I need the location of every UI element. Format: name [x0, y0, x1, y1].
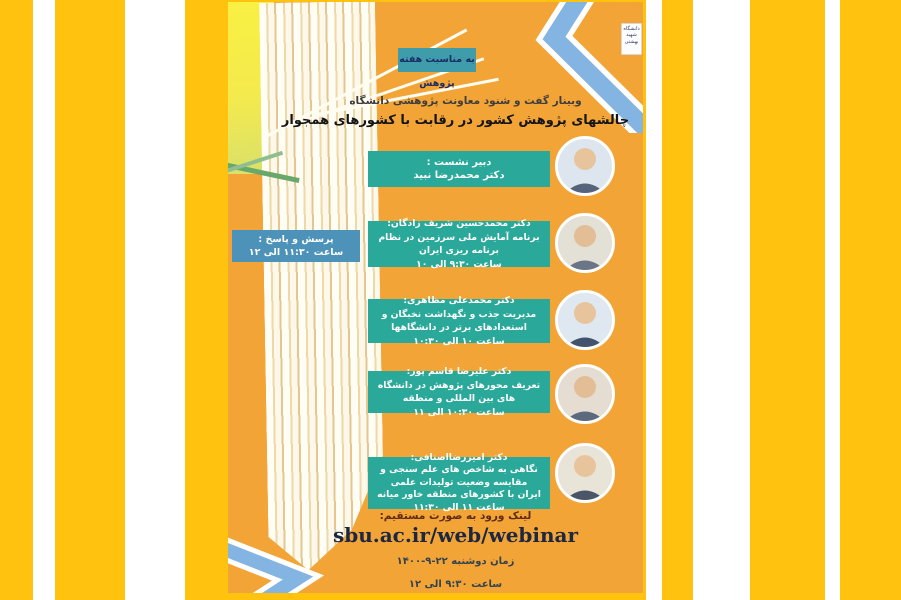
- session-line: مدیریت جذب و نگهداشت نخبگان و استعدادهای برتر در دانشگاهها: [381, 308, 537, 333]
- speaker-photo: [555, 136, 615, 196]
- background-stripe: [646, 0, 662, 600]
- session-box-speaker-2: [368, 295, 550, 347]
- university-logo: [621, 23, 642, 55]
- qa-label: پرسش و پاسخ :: [258, 234, 334, 245]
- qa-time: ساعت ۱۱:۳۰ الی ۱۲: [248, 247, 344, 258]
- avatar-placeholder: [558, 139, 612, 193]
- session-line: دبیر نشست :: [426, 156, 492, 168]
- direct-entry-label: لینک ورود به صورت مستقیم:: [379, 510, 532, 522]
- webinar-url: sbu.ac.ir/web/webinar: [332, 523, 579, 547]
- session-line: ایران با کشورهای منطقه خاور میانه: [377, 489, 541, 501]
- session-line: برنامه آمایش ملی سرزمین در نظام برنامه ریزی ایران: [378, 231, 540, 256]
- session-box-speaker-1: [368, 218, 550, 270]
- session-box-chair: [368, 151, 550, 187]
- session-box-speaker-4: [368, 451, 550, 513]
- qa-session-box: [232, 230, 360, 262]
- session-line: دکتر امیررضااصنافی:: [410, 451, 508, 463]
- background-stripe: [693, 0, 750, 600]
- avatar-placeholder: [558, 293, 612, 347]
- event-time: ساعت ۹:۳۰ الی ۱۲: [408, 579, 503, 590]
- avatar-placeholder: [558, 367, 612, 421]
- logo-text: دانشگاه: [623, 26, 640, 32]
- session-box-speaker-3: [368, 366, 550, 418]
- background-stripe: [125, 0, 185, 600]
- webinar-title: چالشهای پژوهش کشور در رقابت با کشورهای همجوار: [281, 113, 630, 128]
- speaker-photo: [555, 364, 615, 424]
- session-line: تعریف محورهای پژوهش در دانشگاه های بین المللی و منطقه: [377, 379, 541, 404]
- speaker-photo: [555, 213, 615, 273]
- occasion-badge: به مناسبت هفته پژوهش: [398, 48, 476, 72]
- session-line: ساعت ۹:۳۰ الی ۱۰: [416, 258, 502, 270]
- session-line: دکتر محمدحسین شریف زادگان:: [387, 218, 531, 229]
- session-line: نگاهی به شاخص های علم سنجی و مقایسه وضعیت تولیدات علمی: [380, 464, 538, 488]
- logo-text: بهشتی: [624, 38, 639, 45]
- session-line: دکتر علیرضا قاسم پور:: [406, 366, 512, 377]
- session-line: ساعت ۱۰:۳۰ الی ۱۱: [413, 406, 505, 418]
- event-date: زمان دوشنبه ۲۲-۹-۱۴۰۰: [396, 556, 515, 567]
- background-stripe: [825, 0, 840, 600]
- session-line: ساعت ۱۱ الی ۱۱:۳۰: [413, 501, 505, 513]
- book-pages-illustration: [259, 2, 385, 571]
- speaker-photo: [555, 290, 615, 350]
- webinar-poster: [228, 2, 643, 593]
- session-line: ساعت ۱۰ الی ۱۰:۳۰: [413, 335, 505, 347]
- session-line: دکتر محمدعلی مظاهری:: [403, 295, 515, 306]
- webinar-subtitle: وبینار گفت و شنود معاونت پژوهشی دانشگاه: [349, 95, 582, 107]
- background-stripe: [33, 0, 55, 600]
- speaker-photo: [555, 443, 615, 503]
- logo-text: شهید: [626, 32, 637, 39]
- avatar-placeholder: [558, 216, 612, 270]
- session-line: دکتر محمدرضا نبید: [413, 170, 505, 181]
- avatar-placeholder: [558, 446, 612, 500]
